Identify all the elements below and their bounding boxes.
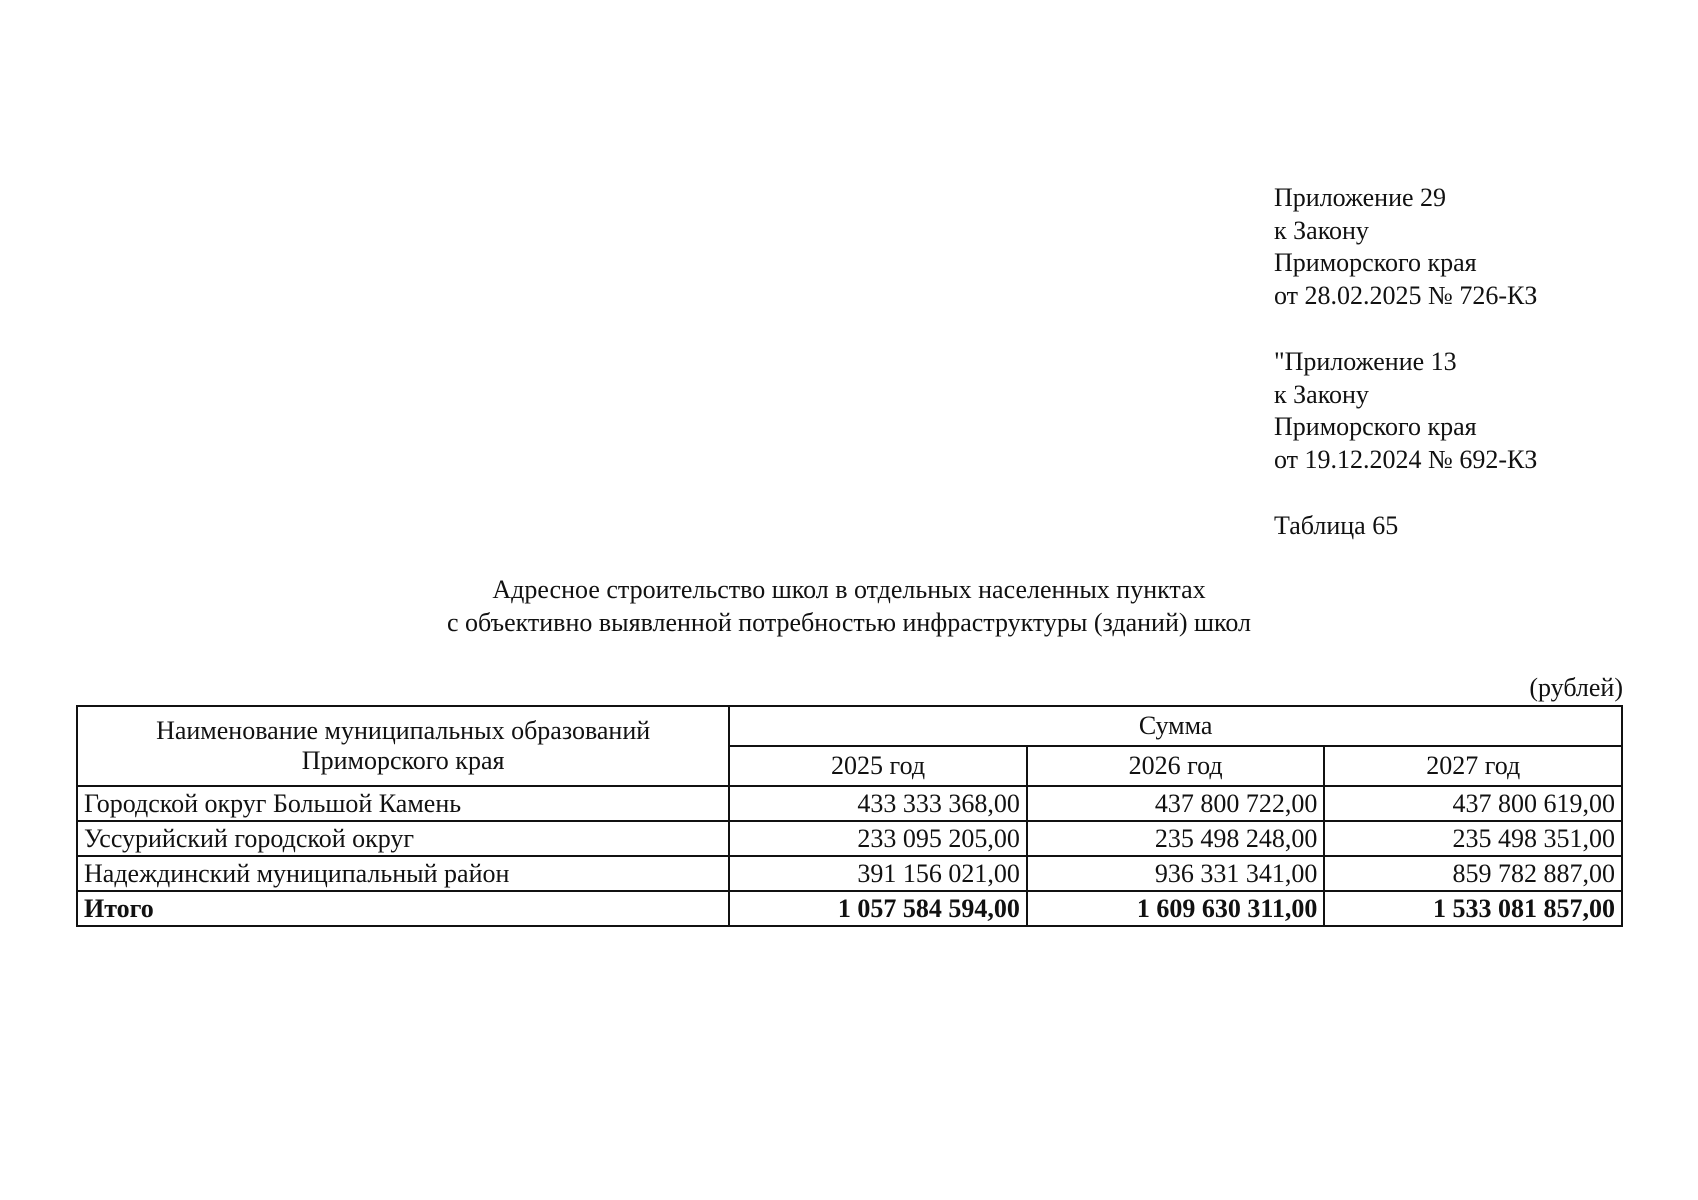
unit-label: (рублей) xyxy=(1529,673,1623,702)
appendix-line: к Закону xyxy=(1274,379,1369,409)
title-line-2: с объективно выявленной потребностью инфраструктуры (зданий) школ xyxy=(447,607,1251,637)
amount-2025: 233 095 205,00 xyxy=(729,821,1027,856)
table-row xyxy=(77,786,1622,821)
amount-2027: 859 782 887,00 xyxy=(1324,856,1622,891)
appendix-13-reference xyxy=(1274,346,1537,476)
total-row xyxy=(77,891,1622,926)
table-row xyxy=(77,821,1622,856)
appendix-line: к Закону xyxy=(1274,215,1369,245)
appendix-29-reference xyxy=(1274,182,1537,312)
appendix-line: от 19.12.2024 № 692-КЗ xyxy=(1274,444,1538,474)
amount-2025: 391 156 021,00 xyxy=(729,856,1027,891)
funding-table xyxy=(76,705,1623,927)
amount-2026: 437 800 722,00 xyxy=(1027,786,1325,821)
title-line-1: Адресное строительство школ в отдельных населенных пунктах xyxy=(492,575,1206,604)
table-row xyxy=(77,856,1622,891)
municipality-name: Уссурийский городской округ xyxy=(77,821,729,856)
document-title xyxy=(0,574,1698,639)
appendix-line: Приложение 29 xyxy=(1274,183,1447,212)
amount-2026: 936 331 341,00 xyxy=(1027,856,1325,891)
table-header-row xyxy=(77,706,1622,746)
header-year-2025: 2025 год xyxy=(729,746,1027,786)
appendix-line: Приморского края xyxy=(1274,412,1477,441)
total-2025: 1 057 584 594,00 xyxy=(729,891,1027,926)
amount-2027: 437 800 619,00 xyxy=(1324,786,1622,821)
appendix-line: от 28.02.2025 № 726-КЗ xyxy=(1274,280,1538,310)
table-number: Таблица 65 xyxy=(1274,511,1399,540)
header-municipality-line-1: Наименование муниципальных образований xyxy=(156,716,651,745)
total-2026: 1 609 630 311,00 xyxy=(1027,891,1325,926)
amount-2025: 433 333 368,00 xyxy=(729,786,1027,821)
appendix-line: Приморского края xyxy=(1274,248,1477,277)
municipality-name: Надеждинский муниципальный район xyxy=(77,856,729,891)
header-year-2026: 2026 год xyxy=(1027,746,1325,786)
header-year-2027: 2027 год xyxy=(1324,746,1622,786)
header-sum: Сумма xyxy=(729,706,1622,746)
appendix-line: "Приложение 13 xyxy=(1274,347,1457,376)
municipality-name: Городской округ Большой Камень xyxy=(77,786,729,821)
total-2027: 1 533 081 857,00 xyxy=(1324,891,1622,926)
header-municipality xyxy=(77,706,729,786)
header-municipality-line-2: Приморского края xyxy=(301,746,505,775)
amount-2027: 235 498 351,00 xyxy=(1324,821,1622,856)
total-label: Итого xyxy=(77,891,729,926)
amount-2026: 235 498 248,00 xyxy=(1027,821,1325,856)
